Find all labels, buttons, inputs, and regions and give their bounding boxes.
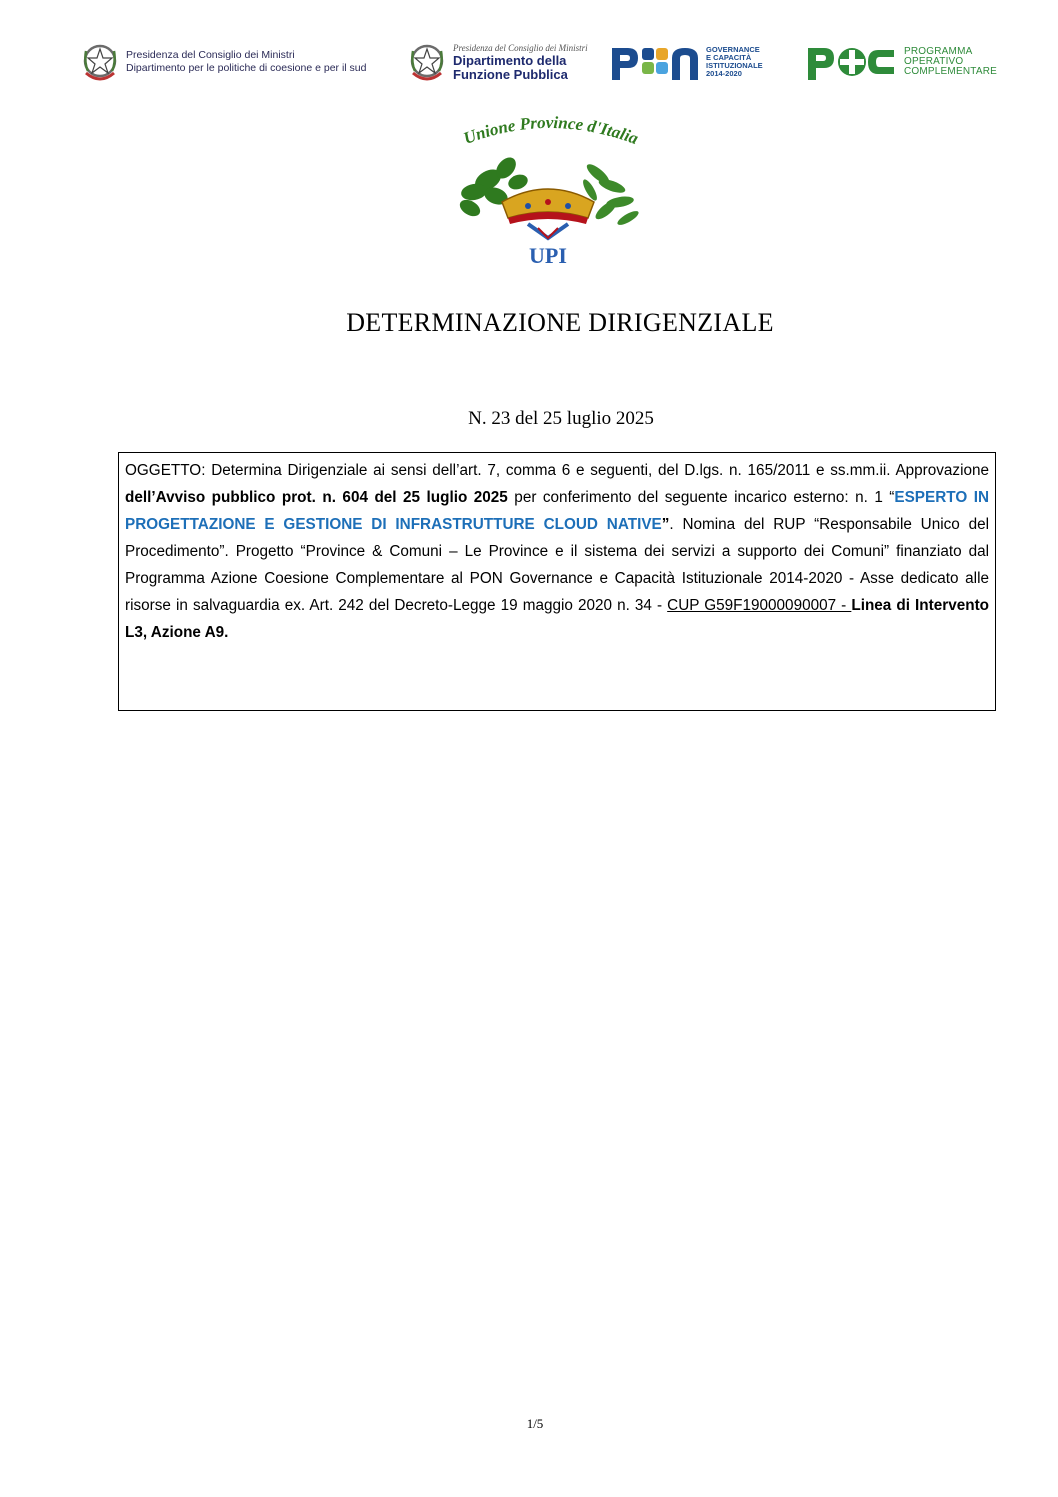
dfp-line1: Dipartimento della bbox=[453, 52, 567, 68]
subject-incarico: ESPERTO IN PROGETTAZIONE E GESTIONE DI INFRASTRUTTURE CLOUD NATIVE bbox=[125, 489, 990, 533]
dfp-line2: Funzione Pubblica bbox=[453, 66, 568, 82]
subject-text: OGGETTO: Determina Dirigenziale ai sensi dell’art. 7, comma 6 e seguenti, del D.lgs. n. 165/2011 e ss.mm.ii. Approvazione bbox=[125, 462, 989, 479]
poc-line3: COMPLEMENTARE bbox=[904, 66, 997, 77]
pon-line3: ISTITUZIONALE bbox=[706, 61, 763, 70]
upi-arc-text: Unione Province d'Italia bbox=[460, 112, 641, 149]
presidenza-line1: Presidenza del Consiglio dei Ministri bbox=[126, 49, 295, 61]
upi-logo bbox=[448, 110, 648, 270]
page-number: 1/5 bbox=[526, 1416, 544, 1431]
logo-funzione-pubblica bbox=[407, 34, 588, 90]
italian-emblem-icon bbox=[80, 39, 120, 85]
subject-linea: Linea di Intervento L3, Azione A9. bbox=[125, 597, 990, 641]
logo-pon bbox=[610, 34, 763, 90]
upi-acronym: UPI bbox=[529, 243, 567, 268]
presidenza-line2: Dipartimento per le politiche di coesione e per il sud bbox=[126, 62, 367, 74]
italian-emblem-icon bbox=[407, 39, 447, 85]
pon-logo-icon bbox=[610, 42, 702, 82]
logo-presidenza bbox=[80, 34, 366, 90]
subject-quote-close: ” bbox=[661, 516, 670, 533]
subject-avviso: dell’Avviso pubblico prot. n. 604 del 25 luglio 2025 bbox=[125, 489, 508, 506]
document-number: N. 23 del 25 luglio 2025 bbox=[468, 408, 654, 429]
subject-text-2: per conferimento del seguente incarico esterno: n. 1 “ bbox=[507, 489, 895, 506]
poc-logo-icon bbox=[806, 42, 898, 82]
subject-box bbox=[118, 452, 996, 711]
header-logos bbox=[0, 34, 1058, 90]
document-title: DETERMINAZIONE DIRIGENZIALE bbox=[346, 308, 774, 337]
pon-line4: 2014-2020 bbox=[706, 69, 742, 78]
subject-text-3: . Nomina del RUP “Responsabile Unico del Procedimento”. Progetto “Province & Comuni – Le Province e il sistema dei servizi a supporto dei Comuni” finanziato dal Programma Azione Coesione Complementare al PON Governance e Capacità Istituzionale 2014-2020 - Asse dedicato alle risorse in salvaguardia ex. Art. 242 del Decreto-Legge 19 maggio 2020 n. 34 - bbox=[125, 516, 990, 614]
dfp-script-line: Presidenza del Consiglio dei Ministri bbox=[453, 42, 588, 53]
poc-line2: OPERATIVO bbox=[904, 56, 964, 67]
poc-line1: PROGRAMMA bbox=[904, 46, 973, 57]
pon-line1: GOVERNANCE bbox=[706, 45, 760, 54]
pon-line2: E CAPACITÀ bbox=[706, 53, 752, 62]
logo-poc bbox=[806, 34, 997, 90]
subject-cup: CUP G59F19000090007 - bbox=[667, 597, 852, 614]
